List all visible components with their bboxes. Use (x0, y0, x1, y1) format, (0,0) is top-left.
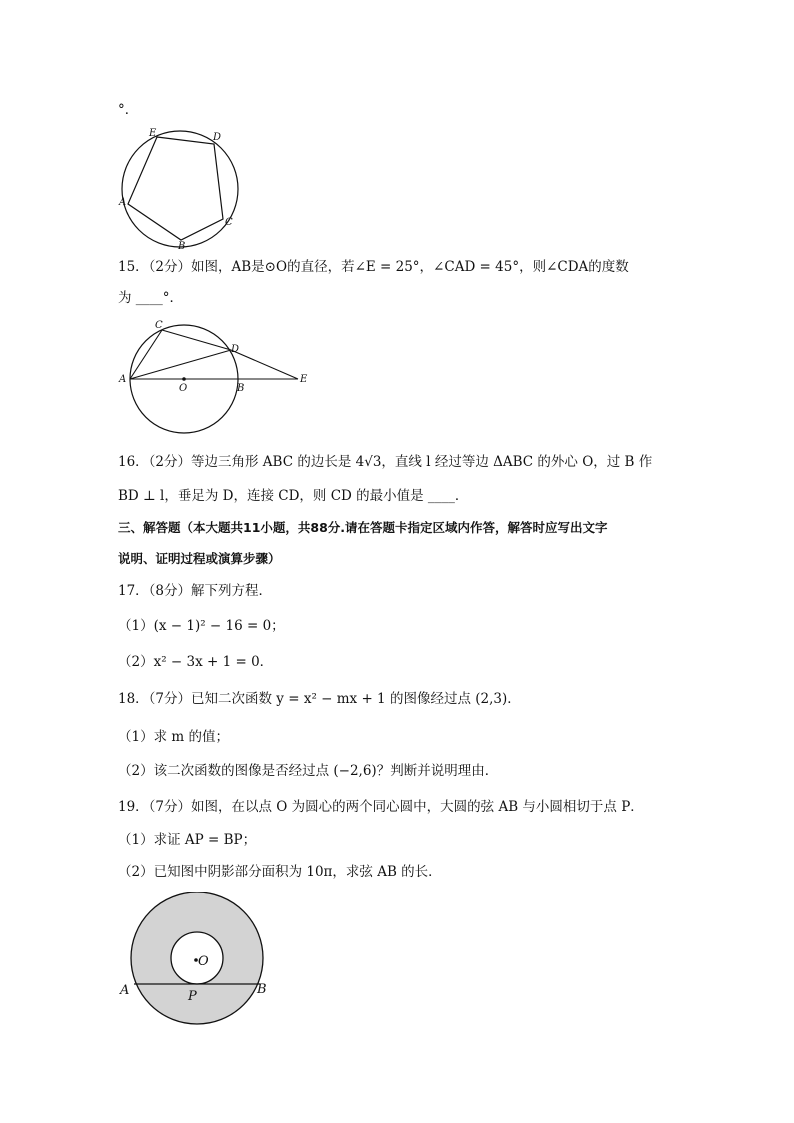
segment-d-e (231, 350, 298, 379)
point-label-c: C (155, 320, 163, 331)
point-label-d: D (231, 344, 240, 355)
q19-part2: （2）已知图中阴影部分面积为 10π，求弦 AB 的长． (118, 864, 442, 880)
point-label-a: A (119, 197, 127, 208)
point-label-o: O (179, 383, 188, 394)
q19-stem: 19．（7分）如图，在以点 O 为圆心的两个同心圆中，大圆的弦 AB 与小圆相切于点 P． (118, 799, 644, 815)
point-label-e: E (149, 128, 157, 139)
point-label-b: B (237, 383, 245, 394)
point-label-a: A (120, 983, 130, 998)
q17-stem: 17．（8分）解下列方程． (118, 583, 273, 599)
q19-part1: （1）求证 AP = BP； (118, 832, 257, 848)
point-label-p: P (188, 989, 197, 1004)
point-label-c: C (225, 217, 233, 228)
circle-outline (122, 131, 238, 247)
point-label-a: A (119, 374, 127, 385)
point-label-b: B (257, 982, 267, 997)
q15-stem-line1: 15．（2分）如图，AB是⊙O的直径，若∠E = 25°，∠CAD = 45°，则∠CDA的度数 (118, 259, 629, 275)
small-circle (171, 932, 223, 984)
pentagon-edges (128, 137, 223, 240)
section-heading-line1: 三、解答题（本大题共11小题，共88分.请在答题卡指定区域内作答，解答时应写出文字 (118, 520, 608, 535)
section-heading-line2: 说明、证明过程或演算步骤） (118, 551, 281, 566)
point-label-b: B (178, 241, 186, 252)
point-label-o: O (198, 954, 209, 969)
center-dot (182, 377, 186, 381)
q15-stem-line2: 为 ____°． (118, 290, 184, 306)
q18-part1: （1）求 m 的值； (118, 729, 229, 745)
q17-part1: （1）(x − 1)² − 16 = 0； (118, 618, 285, 634)
point-label-d: D (213, 132, 222, 143)
q18-part2: （2）该二次函数的图像是否经过点 (−2,6)？判断并说明理由． (118, 763, 499, 779)
figure-concentric-circles (112, 892, 282, 1032)
figure-circle-secant (112, 316, 322, 434)
chord-a-d (130, 350, 231, 379)
point-label-e: E (300, 374, 308, 385)
q16-stem-line1: 16．（2分）等边三角形 ABC 的边长是 4√3，直线 l 经过等边 ΔABC 的外心 O，过 B 作 (118, 454, 653, 470)
continued-text-fragment: °． (118, 102, 139, 118)
figure-inscribed-pentagon (112, 126, 247, 254)
q17-part2: （2）x² − 3x + 1 = 0． (118, 654, 274, 670)
q16-stem-line2: BD ⊥ l，垂足为 D，连接 CD，则 CD 的最小值是 ____． (118, 488, 469, 504)
q18-stem: 18．（7分）已知二次函数 y = x² − mx + 1 的图像经过点 (2,3)． (118, 691, 521, 707)
